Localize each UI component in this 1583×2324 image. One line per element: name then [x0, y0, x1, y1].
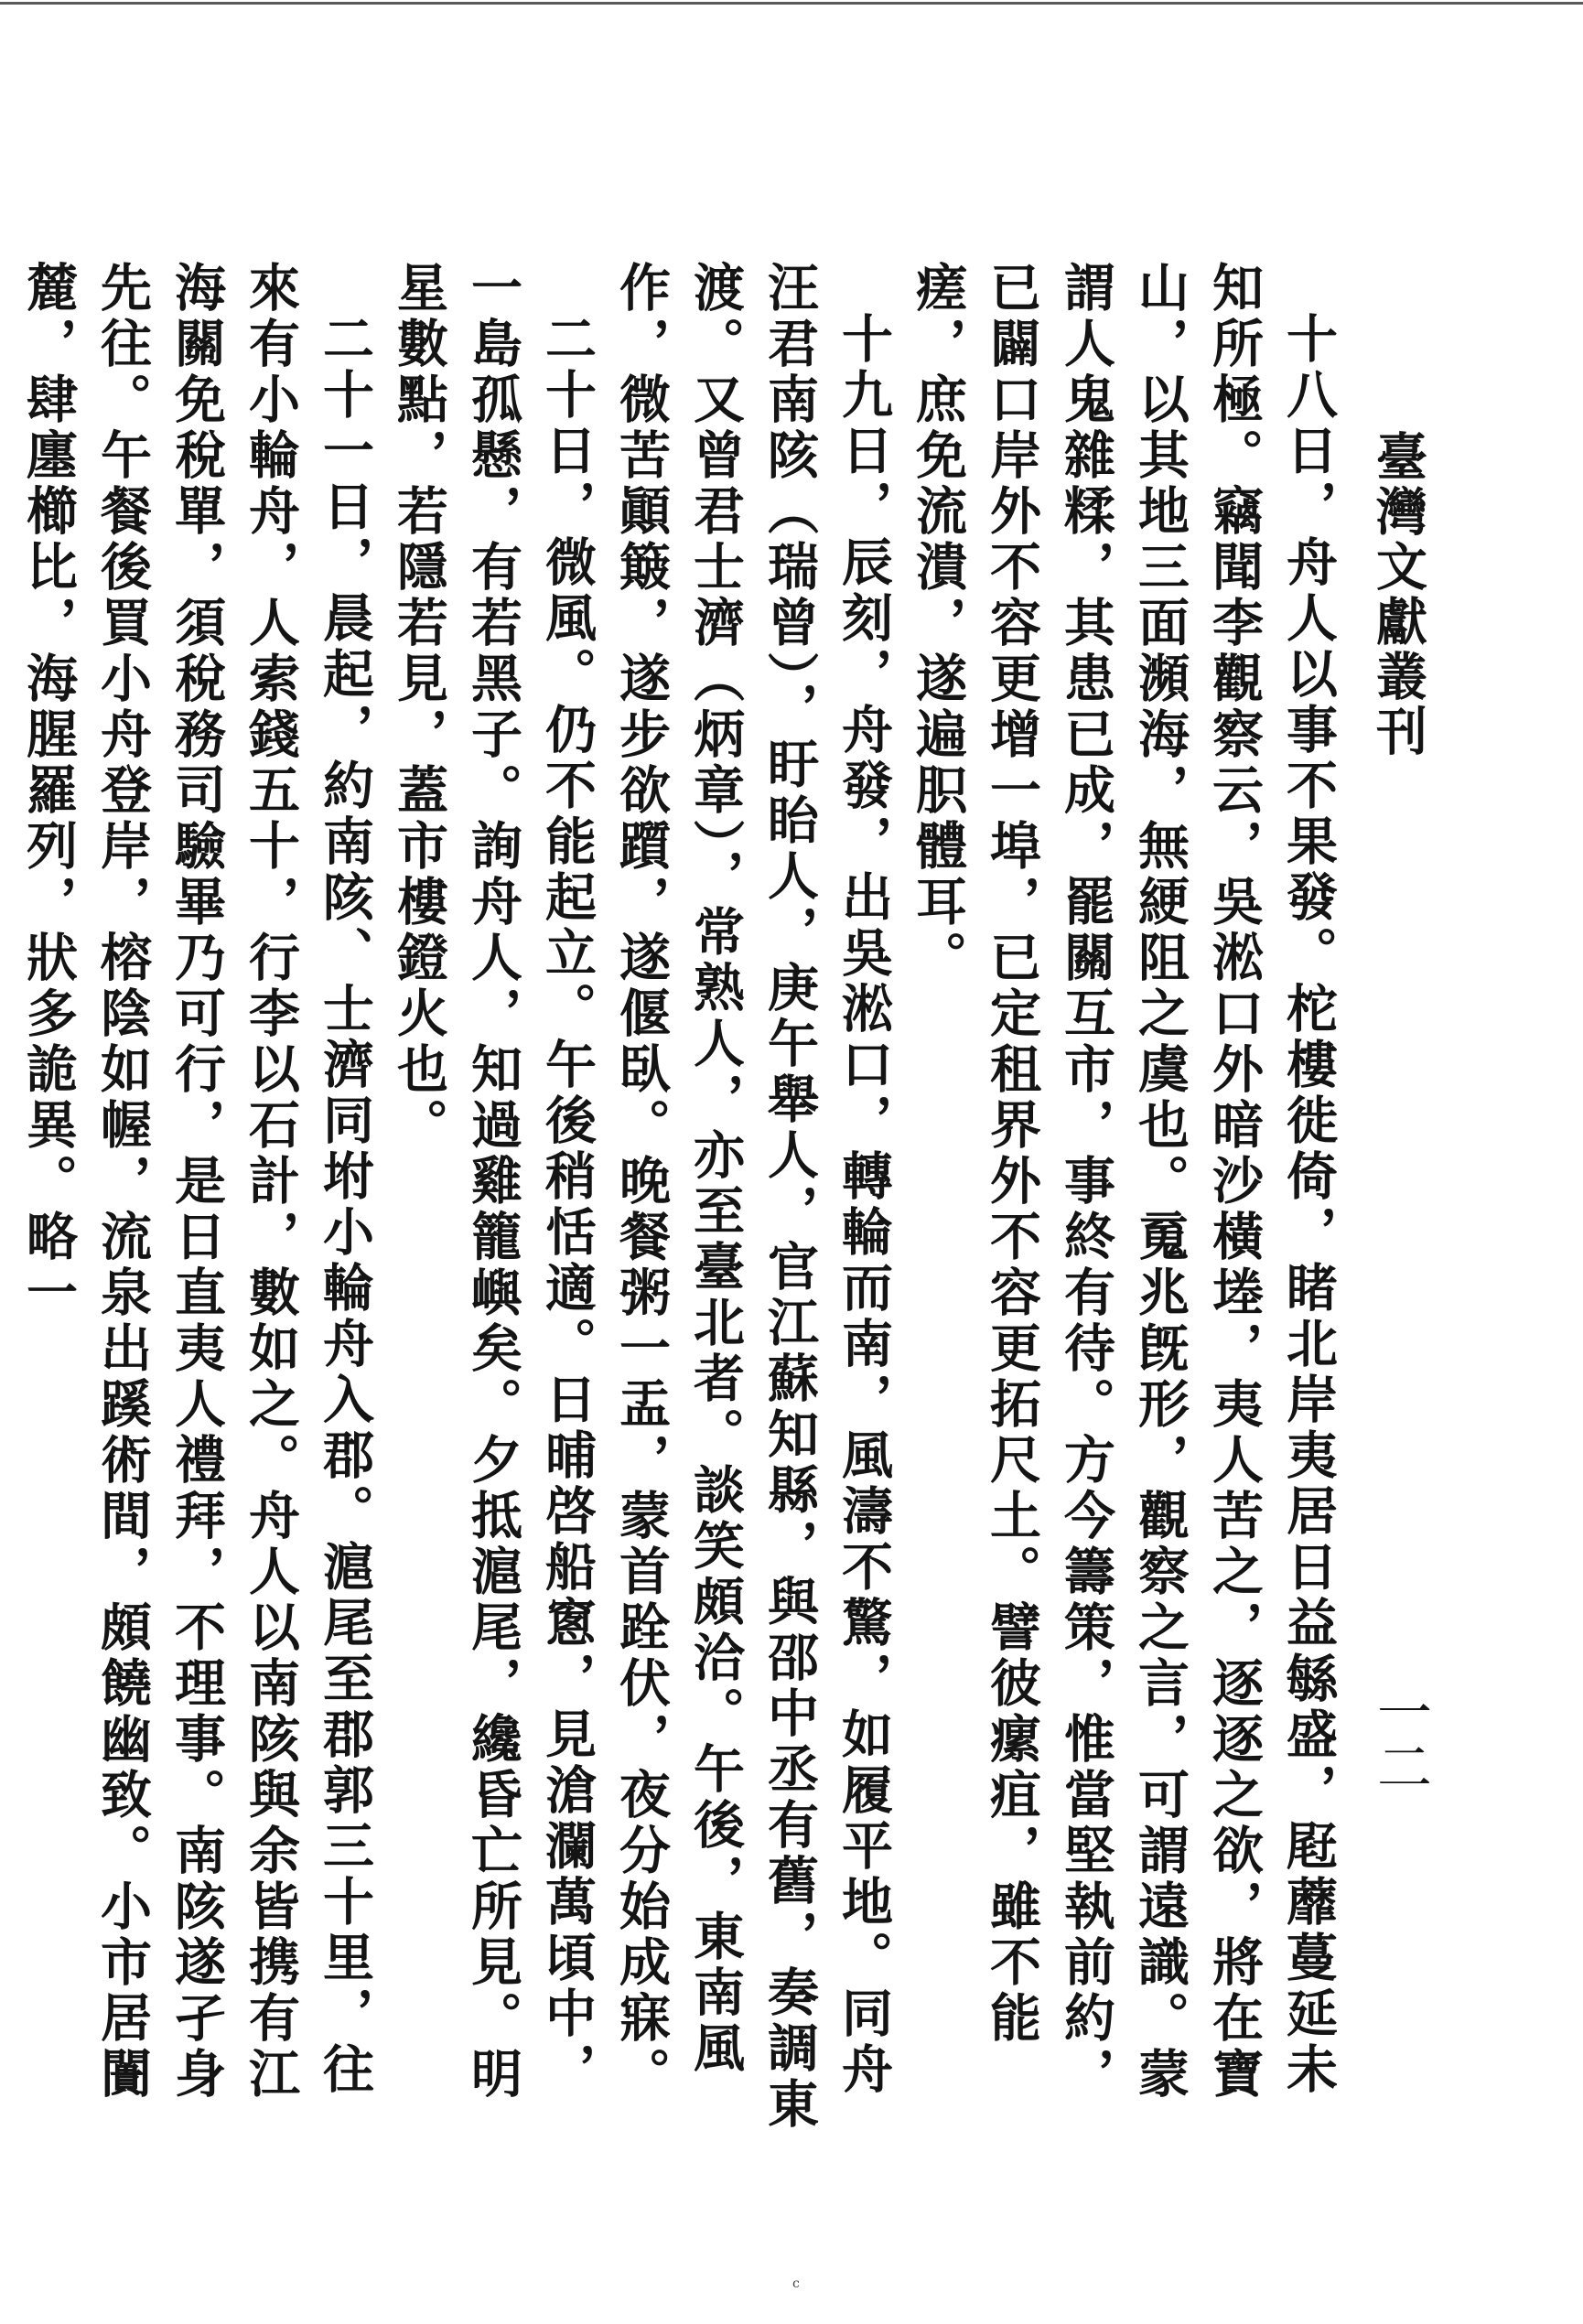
margin-speck: c — [792, 2276, 800, 2291]
running-header-title: 臺灣文獻叢刊 — [1368, 430, 1428, 759]
paragraph-21st: 二十一日，晨起，約南陔、士濟同坿小輪舟入郡。滬尾至郡郭三十里，往來有小輪舟，人索錢五十，行李以石計，數如之。舟人以南陔與余皆携有江海關免稅單，須稅務司驗畢乃可行，是日直夷人禮拜，不理事。南陔遂孑身先往。午餐後買小舟登岸，榕陰如幄，流泉出蹊術間，頗饒幽致。小市居闠麓，肆廛櫛比，海腥羅列，狀多詭異。略一 — [18, 261, 375, 2103]
paragraph-18th: 十八日，舟人以事不果發。柁樓徙倚，睹北岸夷居日益緐盛，屘蘼蔓延未知所極。竊聞李觀察云，吳淞口外暗沙橫堘，夷人苦之，逐逐之欲，將在寶山，以其地三面瀕海，無綆阻之虞也。䰟兆旣形，觀察之言，可謂遠識。蒙謂人鬼雜糅，其患已成，罷關互市，事終有待。方今籌策，惟當堅執前約，已闢口岸外不容更增一埠，已定租界外不容更拓尺土。譬彼瘰疽，雖不能瘥，庶免流潰，遂遍胑體耳。 — [908, 261, 1339, 2103]
paragraph-19th: 十九日，辰刻，舟發，出吳淞口，轉輪而南，風濤不驚，如履平地。同舟汪君南陔（瑞曾），盱眙人，庚午舉人，官江蘇知縣，與邵中丞有舊，奏調東渡。又曾君士濟（炳章），常熟人，亦至臺北者。談笑頗洽。午後，東南風作，微苦顚簸，遂步欲躓，遂偃臥。晚餐粥一盂，蒙首跧伏，夜分始成寐。 — [611, 261, 894, 2133]
paragraph-20th: 二十日，微風。仍不能起立。午後稍恬適。日晡啓船窻，見滄瀾萬頃中，一島孤懸，有若黑子。詢舟人，知過雞籠嶼矣。夕抵滬尾，纔昏亡所見。明星數點，若隱若見，蓋市樓鐙火也。 — [389, 261, 598, 2103]
body-text-column-block — [18, 261, 1345, 2146]
top-border-line — [0, 2, 1583, 5]
page-number: 一二 — [1368, 1684, 1432, 1793]
